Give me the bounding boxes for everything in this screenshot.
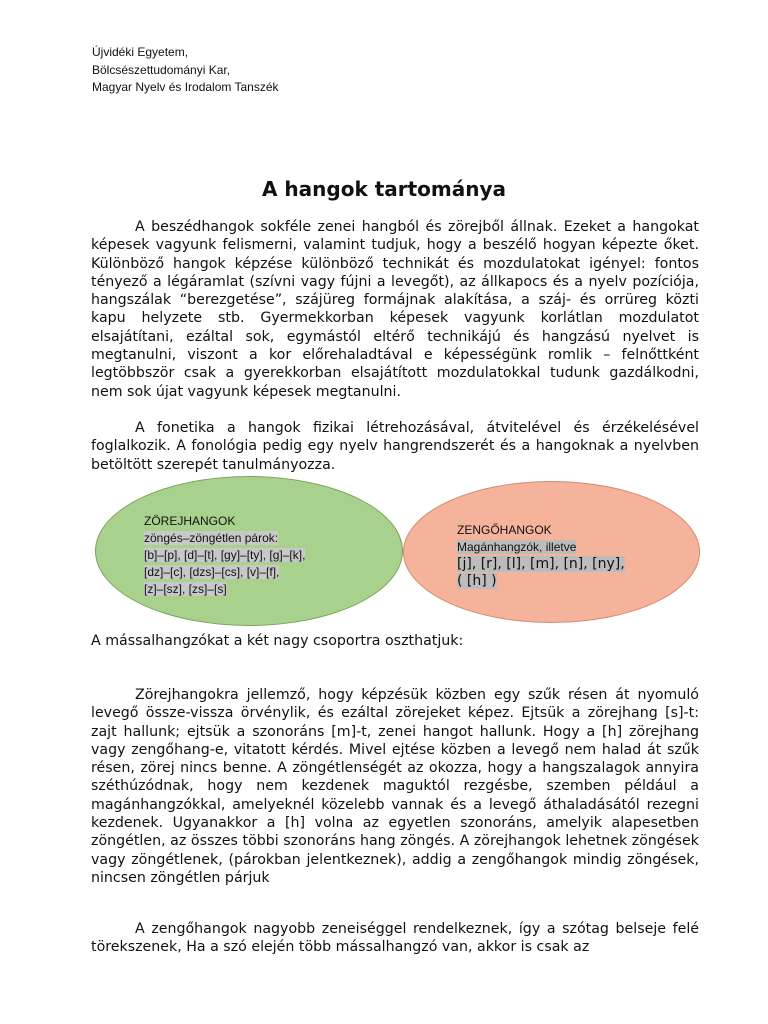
zorejhangok-pairs-3: [z]–[sz], [zs]–[s] bbox=[144, 582, 227, 596]
zorejhangok-text bbox=[144, 513, 305, 598]
zengohangok-list-2: ( [h] ) bbox=[457, 573, 497, 589]
zorejhangok-pairs-1: [b]–[p], [d]–[t], [gy]–[ty], [g]–[k], bbox=[144, 548, 306, 562]
zorejhangok-subtitle: zöngés–zöngétlen párok: bbox=[144, 531, 279, 545]
header-faculty: Bölcsészettudományi Kar, bbox=[92, 62, 231, 77]
header-department: Magyar Nyelv és Irodalom Tanszék bbox=[92, 80, 279, 94]
paragraph-intro: A beszédhangok sokféle zenei hangból és zörejből állnak. Ezeket a hangokat képesek vagyunk felismerni, valamint tudjuk, hogy a beszélő hogyan képezte őket. Különböző hangok képzése különböző technikát és mozdulatokat igényel: fontos tényező a légáramlat (szívni vagy fújni a levegőt), az állkapocs és a nyelv pozíciója, hangszálak “berezgetése”, szájüreg formájnak alakítása, a száj- és orrüreg közti kapu helyzete stb. Gyermekkorban képesek vagyunk korlátlan mozdulatot elsajátítani, ezáltal sok, egymástól eltérő technikájú és hangzású nyelvet is megtanulni, viszont a kor előrehaladtával e képességünk romlik – felnőttként legtöbbször csak a gyerekkorban elsajátított mozdulatokkal tudunk gazdálkodni, nem sok újat vagyunk képesek megtanulni. bbox=[91, 219, 699, 400]
zengohangok-text bbox=[457, 522, 625, 590]
zengohangok-list-1: [j], [r], [l], [m], [n], [ny], bbox=[457, 556, 625, 572]
document-header bbox=[92, 44, 279, 97]
paragraph-zengohangok: A zengőhangok nagyobb zeneiséggel rendelkeznek, így a szótag belseje felé törekszenek, Ha a szó elején több mássalhangzó van, akkor is csak az bbox=[91, 921, 699, 956]
zengohangok-title: ZENGŐHANGOK bbox=[457, 523, 552, 537]
zengohangok-subtitle: Magánhangzók, illetve bbox=[457, 540, 577, 554]
zorejhangok-pairs-2: [dz]–[c], [dzs]–[cs], [v]–[f], bbox=[144, 565, 280, 579]
header-university: Újvidéki Egyetem, bbox=[92, 45, 189, 59]
paragraph-phonetics: A fonetika a hangok fizikai létrehozásával, átvitelével és érzékelésével foglalkozik. A fonológia pedig egy nyelv hangrendszerét és a hangoknak a nyelvben betöltött szerepét tanulmányozza. bbox=[91, 420, 699, 473]
paragraph-zorejhangok: Zörejhangokra jellemző, hogy képzésük közben egy szűk résen át nyomuló levegő össze-vissza örvénylik, és ezáltal zörejeket képez. Ejtsük a zörejhang [s]-t: zajt hallunk; ejtsük a szonoráns [m]-t, zenei hangot hallunk. Hogy a [h] zörejhang vagy zengőhang-e, vitatott kérdés. Mivel ejtése közben a levegő nem halad át szűk résen, zörej nincs benne. A zöngétlenségét az okozza, hogy a hangszalagok annyira széthúzódnak, hogy nem kezdenek maguktól rezgésbe, szemben például a magánhangzókkal, amelyeknél közelebb vannak és a levegő áthaladásától rezegni kezdenek. Ugyanakkor a [h] volna az egyetlen szonoráns, amelyik alapesetben zöngétlen, az összes többi szonoráns hang zöngés. A zörejhangok lehetnek zöngések vagy zöngétlenek, (párokban jelentkeznek), addig a zengőhangok mindig zöngések, nincsen zöngétlen párjuk bbox=[91, 687, 699, 886]
document-title: A hangok tartománya bbox=[261, 177, 507, 201]
paragraph-caption: A mássalhangzókat a két nagy csoportra oszthatjuk: bbox=[91, 633, 464, 649]
zorejhangok-title: ZÖREJHANGOK bbox=[144, 514, 236, 528]
